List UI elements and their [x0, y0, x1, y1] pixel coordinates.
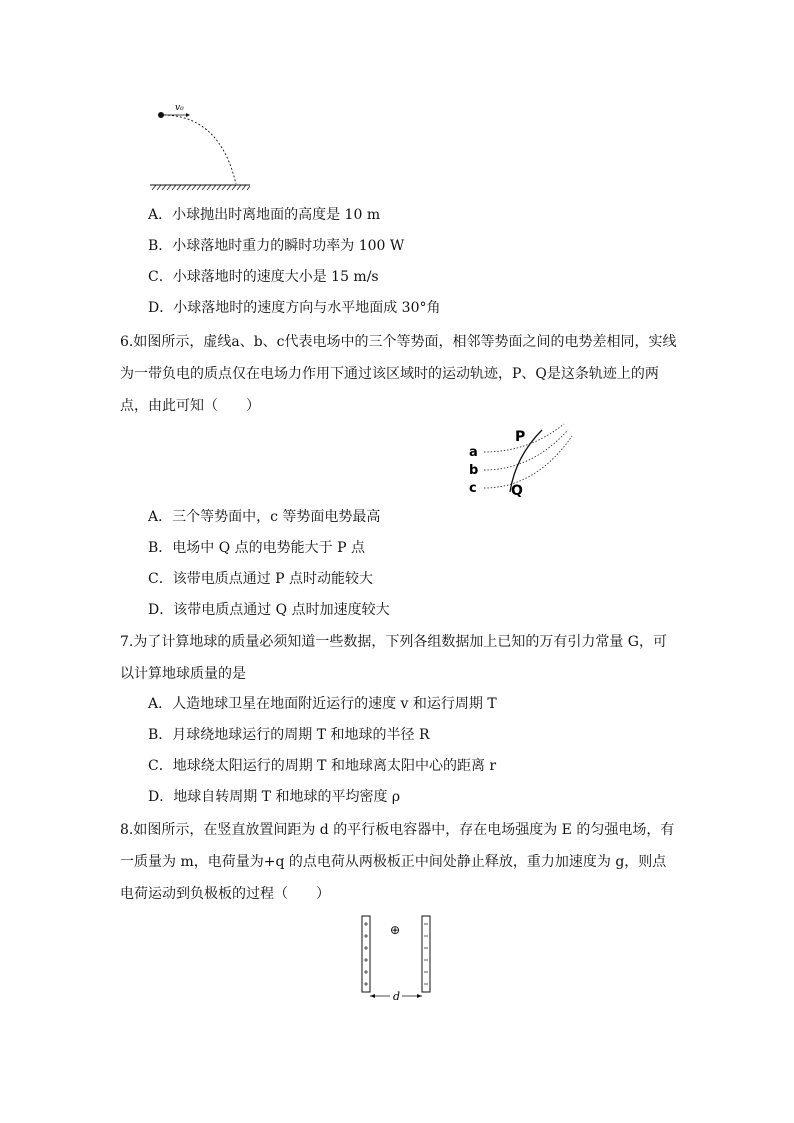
q6-option-d: D．该带电质点通过 Q 点时加速度较大 — [148, 602, 390, 618]
ground-hatch — [152, 185, 250, 190]
q7-option-b: B．月球绕地球运行的周期 T 和地球的半径 R — [148, 727, 430, 743]
distance-arrowhead-right — [417, 994, 422, 998]
label-Q: Q — [511, 483, 523, 499]
label-P: P — [515, 429, 526, 445]
q8-stem: 8.如图所示，在竖直放置间距为 d 的平行板电容器中，存在电场强度为 E 的匀强电场，有一质量为 m，电荷量为+q 的点电荷从两极板正中间处静止释放，重力加速度为 g，则点电荷运动到负极板的过程（ ） — [120, 822, 675, 902]
v0-label: v₀ — [175, 103, 184, 113]
point-charge: ⊕ — [390, 923, 401, 937]
positive-plate — [362, 916, 370, 992]
q6-option-b: B．电场中 Q 点的电势能大于 P 点 — [148, 540, 365, 556]
projectile-figure — [140, 96, 260, 196]
trajectory-curve — [164, 115, 236, 184]
q6-option-a: A．三个等势面中，c 等势面电势最高 — [148, 509, 381, 525]
q5-option-d: D．小球落地时的速度方向与水平地面成 30°角 — [148, 300, 441, 316]
distance-arrowhead-left — [370, 994, 375, 998]
label-d: d — [393, 990, 401, 1003]
q7-option-d: D．地球自转周期 T 和地球的平均密度 ρ — [148, 789, 401, 805]
label-b: b — [469, 463, 479, 478]
velocity-arrowhead — [186, 113, 190, 117]
q5-option-b: B．小球落地时重力的瞬时功率为 100 W — [148, 238, 405, 254]
q7-option-a: A．人造地球卫星在地面附近运行的速度 v 和运行周期 T — [148, 696, 497, 712]
q7-stem: 7.为了计算地球的质量必须知道一些数据，下列各组数据加上已知的万有引力常量 G，可以计算地球质量的是 — [120, 634, 667, 682]
q7-option-c: C．地球绕太阳运行的周期 T 和地球离太阳中心的距离 r — [148, 758, 497, 774]
q5-option-a: A．小球抛出时离地面的高度是 10 m — [148, 207, 381, 223]
ball-dot — [158, 112, 164, 118]
q5-option-c: C．小球落地时的速度大小是 15 m/s — [148, 269, 379, 285]
equipotential-c — [484, 436, 572, 488]
negative-plate — [422, 916, 430, 992]
capacitor-figure — [356, 914, 440, 1004]
q6-option-c: C．该带电质点通过 P 点时动能较大 — [148, 571, 374, 587]
label-c: c — [469, 481, 477, 496]
q6-stem: 6.如图所示，虚线a、b、c代表电场中的三个等势面，相邻等势面之间的电势差相同，实线为一带负电的质点仅在电场力作用下通过该区域时的运动轨迹，P、Q是这条轨迹上的两点，由此可知（ ） — [120, 334, 677, 414]
label-a: a — [469, 445, 478, 460]
equipotential-figure — [466, 422, 576, 502]
